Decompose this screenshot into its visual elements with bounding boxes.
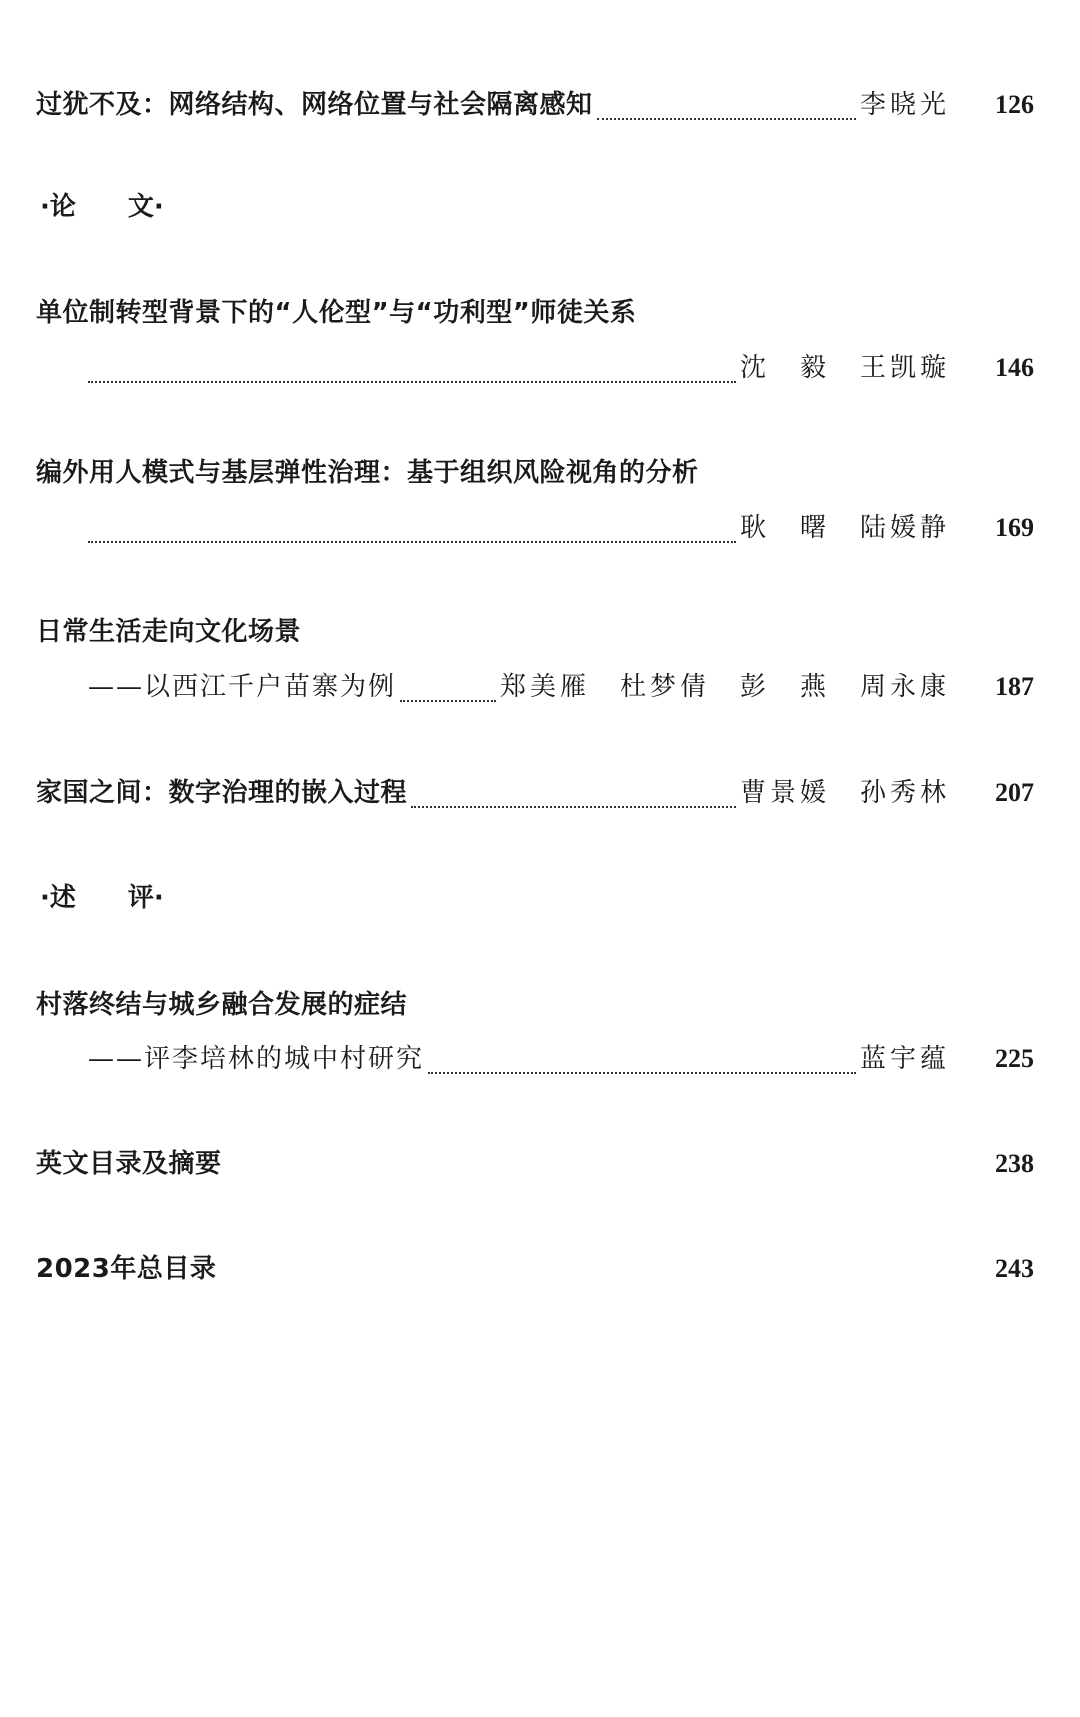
dot-leader [88, 540, 736, 543]
entry-subtitle: ——评李培林的城中村研究 [88, 1044, 425, 1074]
entry-title: 编外用人模式与基层弹性治理：基于组织风险视角的分析 [36, 458, 699, 488]
entry-page-number: 238 [995, 1149, 1034, 1178]
entry-page-number: 187 [995, 672, 1034, 701]
entry-page-number: 169 [995, 513, 1034, 542]
section-heading-reviews: ·述 评· [40, 883, 164, 913]
entry-title: 2023年总目录 [36, 1254, 217, 1284]
toc-entry-continuation[interactable] [36, 507, 1034, 547]
toc-entry[interactable] [36, 292, 1034, 332]
toc-entry[interactable] [36, 1248, 1034, 1288]
toc-entry[interactable] [36, 984, 1034, 1024]
toc-entry-continuation[interactable] [36, 666, 1034, 706]
entry-authors: 郑美雁 杜梦倩 彭 燕 周永康 [499, 672, 950, 702]
entry-subtitle: ——以西江千户苗寨为例 [88, 672, 397, 702]
entry-page-number: 225 [995, 1044, 1034, 1073]
entry-title: 家国之间：数字治理的嵌入过程 [36, 778, 408, 808]
entry-title: 英文目录及摘要 [36, 1149, 222, 1179]
entry-title: 日常生活走向文化场景 [36, 617, 302, 647]
entry-page-number: 126 [995, 90, 1034, 119]
entry-page-number: 146 [995, 353, 1034, 382]
section-heading-papers: ·论 文· [40, 192, 164, 222]
entry-title: 村落终结与城乡融合发展的症结 [36, 990, 408, 1020]
toc-entry[interactable] [36, 611, 1034, 651]
dot-leader [88, 380, 736, 383]
entry-authors: 李晓光 [859, 90, 950, 120]
toc-entry-continuation[interactable] [36, 1038, 1034, 1078]
toc-entry[interactable] [36, 452, 1034, 492]
dot-leader [400, 699, 496, 702]
entry-authors: 耿 曙 陆媛静 [739, 513, 950, 543]
entry-page-number: 243 [995, 1254, 1034, 1283]
toc-entry[interactable] [36, 1143, 1034, 1183]
entry-authors: 蓝宇蕴 [859, 1044, 950, 1074]
toc-entry[interactable] [36, 84, 1034, 124]
entry-title: 单位制转型背景下的“人伦型”与“功利型”师徒关系 [36, 298, 637, 328]
toc-entry[interactable] [36, 772, 1034, 812]
entry-authors: 曹景媛 孙秀林 [739, 778, 950, 808]
dot-leader [411, 805, 736, 808]
dot-leader [597, 117, 856, 120]
entry-authors: 沈 毅 王凯璇 [739, 353, 950, 383]
dot-leader [428, 1071, 856, 1074]
entry-title: 过犹不及：网络结构、网络位置与社会隔离感知 [36, 90, 593, 120]
entry-page-number: 207 [995, 778, 1034, 807]
toc-entry-continuation[interactable] [36, 347, 1034, 387]
